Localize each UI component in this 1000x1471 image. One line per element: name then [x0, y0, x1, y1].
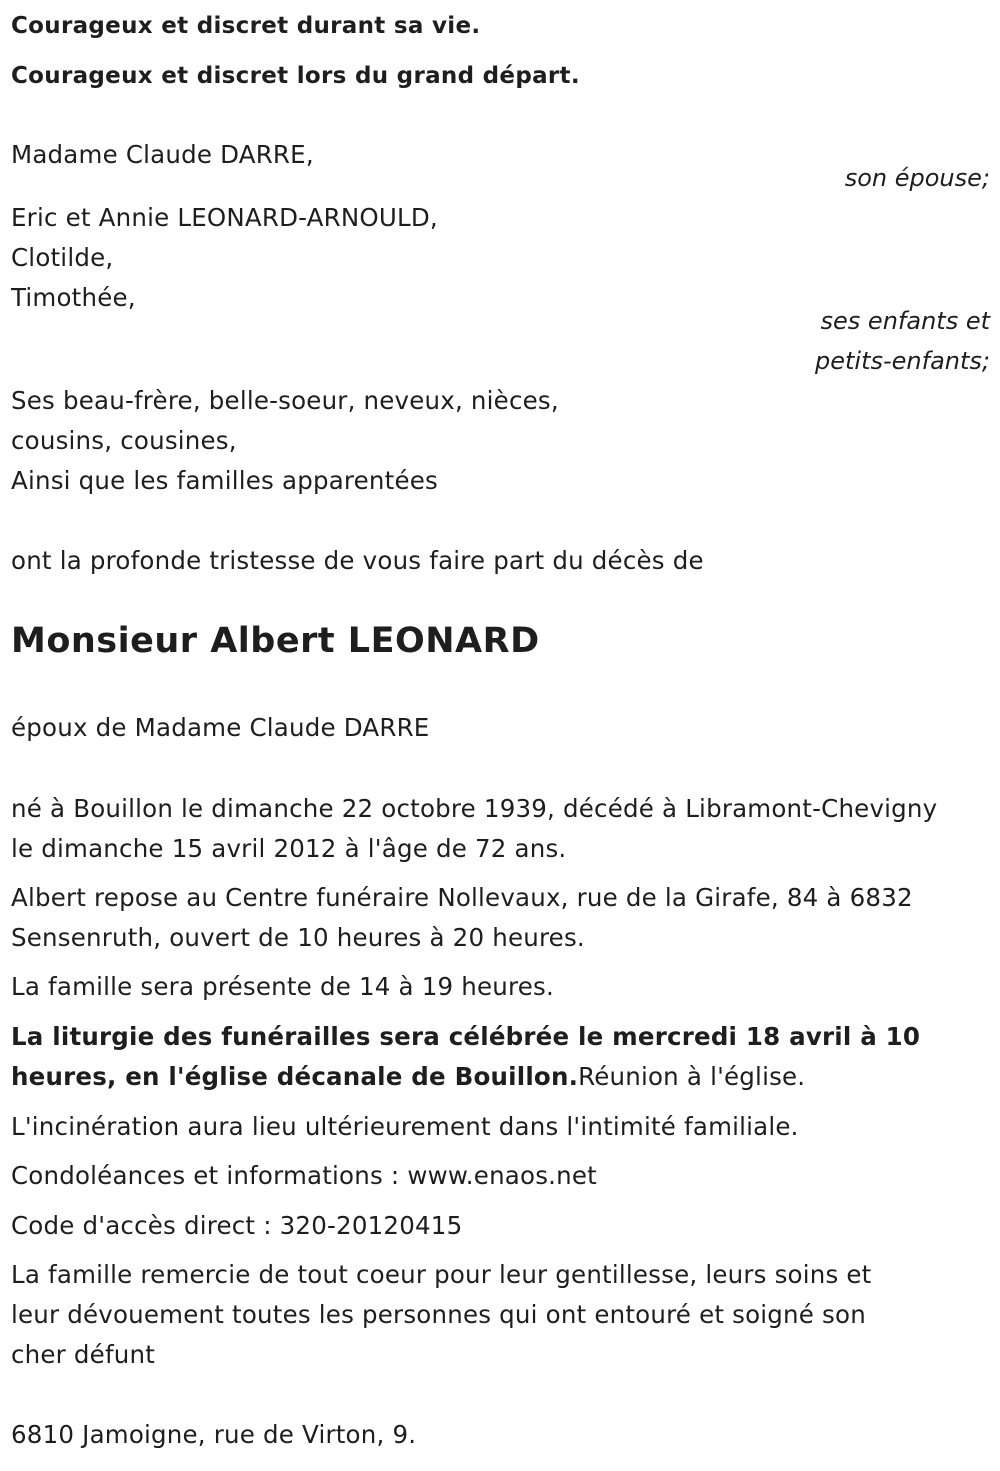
deceased-name: Monsieur Albert LEONARD	[11, 621, 540, 661]
spouse-name: Madame Claude DARRE,	[11, 140, 314, 169]
address-text: 6810 Jamoigne, rue de Virton, 9.	[11, 1420, 417, 1449]
repose-line-1: Albert repose au Centre funéraire Nollevaux, rue de la Girafe, 84 à 6832	[11, 883, 913, 912]
children-role-line-1: ses enfants et	[820, 307, 990, 335]
repose-line-2: Sensenruth, ouvert de 10 heures à 20 heures.	[11, 923, 585, 952]
thanks-line-2: leur dévouement toutes les personnes qui ont entouré et soigné son	[11, 1300, 866, 1329]
child-line: Eric et Annie LEONARD-ARNOULD,	[11, 203, 438, 232]
spouse-of-text: époux de Madame Claude DARRE	[11, 713, 430, 742]
liturgy-line-2-bold: heures, en l'église décanale de Bouillon.	[11, 1062, 579, 1091]
header-line-2: Courageux et discret lors du grand départ.	[11, 63, 580, 89]
header-line-1: Courageux et discret durant sa vie.	[11, 13, 481, 39]
presence-text: La famille sera présente de 14 à 19 heures.	[11, 972, 554, 1001]
relatives-line: cousins, cousines,	[11, 426, 237, 455]
liturgy-line-1: La liturgie des funérailles sera célébrée le mercredi 18 avril à 10	[11, 1022, 921, 1051]
child-line: Clotilde,	[11, 243, 114, 272]
birth-death-line-1: né à Bouillon le dimanche 22 octobre 1939, décédé à Libramont-Chevigny	[11, 794, 938, 823]
relatives-line: Ainsi que les familles apparentées	[11, 466, 438, 495]
thanks-line-1: La famille remercie de tout coeur pour leur gentillesse, leurs soins et	[11, 1260, 872, 1289]
thanks-line-3: cher défunt	[11, 1340, 156, 1369]
announcement-text: ont la profonde tristesse de vous faire part du décès de	[11, 546, 704, 575]
spouse-role: son épouse;	[844, 164, 990, 192]
relatives-line: Ses beau-frère, belle-soeur, neveux, nièces,	[11, 386, 559, 415]
access-code-text: Code d'accès direct : 320-20120415	[11, 1211, 463, 1240]
condolences-text: Condoléances et informations : www.enaos.net	[11, 1161, 597, 1190]
birth-death-line-2: le dimanche 15 avril 2012 à l'âge de 72 ans.	[11, 834, 567, 863]
liturgy-line-2	[11, 1062, 805, 1092]
reunion-text: Réunion à l'église.	[578, 1062, 806, 1091]
incineration-text: L'incinération aura lieu ultérieurement dans l'intimité familiale.	[11, 1112, 799, 1141]
child-line: Timothée,	[11, 283, 136, 312]
children-role-line-2: petits-enfants;	[815, 347, 990, 375]
